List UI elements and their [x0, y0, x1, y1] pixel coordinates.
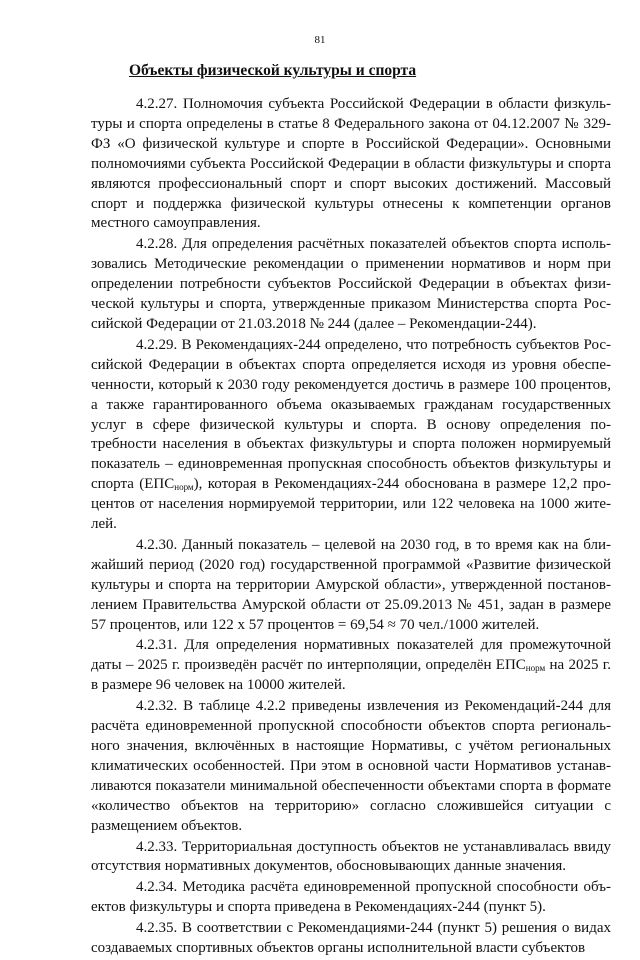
paragraph-text: ), которая в Рекомендациях-244 обоснована в размере 12,2 процентов от населения нормируемой территории, или 122 человека на 1000 жителей.: [91, 476, 611, 533]
paragraph-4-2-30: 4.2.30. Данный показатель – целевой на 2030 год, в то время как на ближайший период (2020 год) государственной программой «Развитие физической культуры и спорта на территории Амурской области», утвержденной постановлением Правительства Амурской области от 25.09.2013 № 451, задан в размере 57 процентов, или 122 x 57 процентов = 69,54 ≈ 70 чел./1000 жителей.: [91, 536, 611, 633]
subscript: норм: [174, 482, 194, 493]
paragraph-4-2-34: 4.2.34. Методика расчёта единовременной пропускной способности объектов физкультуры и спорта приведена в Рекомендациях-244 (пункт 5).: [91, 879, 611, 916]
subscript: норм: [525, 663, 546, 674]
document-body: [91, 95, 611, 960]
paragraph-4-2-28: 4.2.28. Для определения расчётных показателей объектов спорта использовались Методические рекомендации о применении нормативов и норм при определении потребности субъектов Российской Федерации в объектах физической культуры и спорта, утвержденные приказом Министерства спорта Российской Федерации от 21.03.2018 № 244 (далее – Рекомендации-244).: [91, 236, 611, 332]
paragraph-text: 4.2.29. В Рекомендациях-244 определено, что потребность субъектов Российской Федерации в объектах спорта определяется исходя из уровня обеспеченности, который к 2030 году рекомендуется достичь в размере 100 процентов, а также гарантированного объема оказываемых гражданам государственных услуг в сфере физической культуры и спорта. В основу определения потребности населения в объектах физкультуры и спорта положен нормируемый показатель – единовременная пропускная способность объектов физкультуры и спорта (ЕПС: [91, 336, 611, 493]
paragraph-4-2-29: [91, 336, 611, 535]
paragraph-4-2-33: 4.2.33. Территориальная доступность объектов не устанавливалась ввиду отсутствия нормативных документов, обосновывающих данные значения.: [91, 838, 611, 875]
paragraph-text: 4.2.31. Для определения нормативных показателей для промежуточной даты – 2025 г. произведён расчёт по интерполяции, определён ЕПС: [91, 637, 611, 674]
paragraph-4-2-31: [91, 636, 611, 696]
section-heading: Объекты физической культуры и спорта: [129, 62, 417, 79]
paragraph-4-2-32: 4.2.32. В таблице 4.2.2 приведены извлечения из Рекомендаций-244 для расчёта единовременной пропускной способности объектов спорта регионального значения, включённых в настоящие Нормативы, с учётом региональных климатических особенностей. При этом в основной части Нормативов устанавливаются показатели минимальной обеспеченности объектами спорта в формате «количество объектов на территорию» согласно сложившейся ситуации с размещением объектов.: [91, 698, 611, 834]
paragraph-4-2-35: 4.2.35. В соответствии с Рекомендациями-244 (пункт 5) решения о видах создаваемых спортивных объектов органы исполнительной власти субъектов: [91, 920, 611, 957]
page-number: 81: [314, 34, 326, 46]
paragraph-text: на 2025 г. в размере 96 человек на 10000 жителей.: [91, 657, 611, 694]
paragraph-4-2-27: 4.2.27. Полномочия субъекта Российской Федерации в области физкультуры и спорта определены в статье 8 Федерального закона от 04.12.2007 № 329-ФЗ «О физической культуре и спорте в Российской Федерации». Основными полномочиями субъекта Российской Федерации в области физкультуры и спорта являются профессиональный спорт и спорт высоких достижений. Массовый спорт и поддержка физической культуры отнесены к компетенции органов местного самоуправления.: [91, 96, 611, 232]
